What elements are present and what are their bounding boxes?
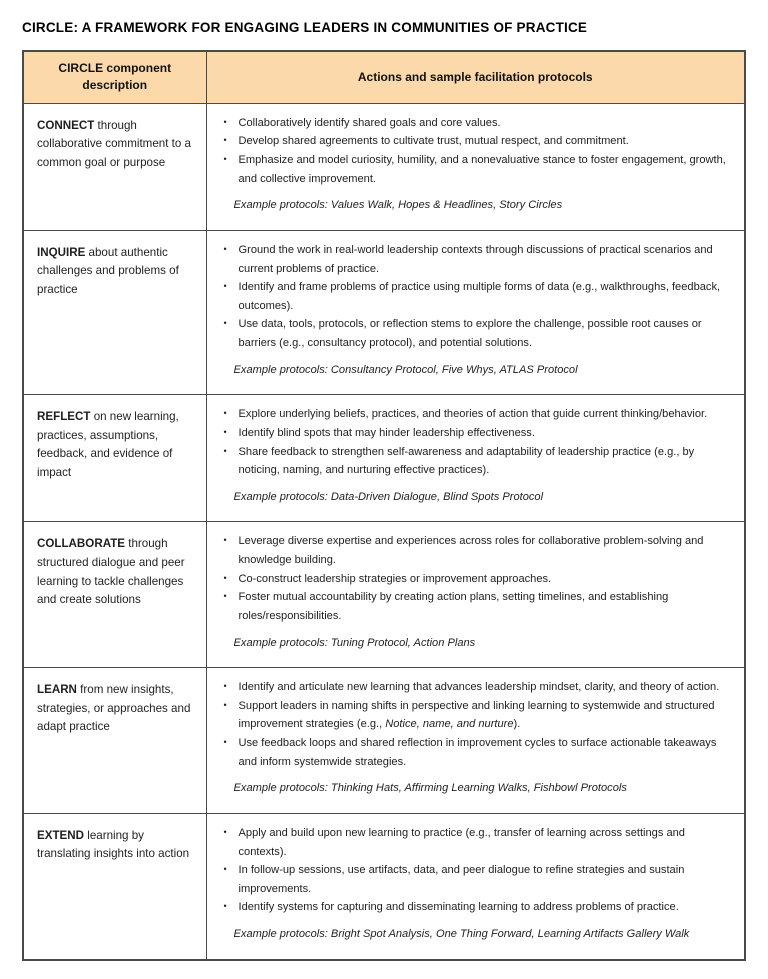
actions-list xyxy=(219,824,735,917)
action-item xyxy=(219,405,735,424)
actions-cell xyxy=(206,230,745,394)
text-segment: Use data, tools, protocols, or reflection stems to explore the challenge, possible root causes or barriers (e.g., consultancy protocol), and potential solutions. xyxy=(238,318,702,350)
text-segment: on new learning, practices, assumptions, feedback, and evidence of impact xyxy=(37,410,179,479)
text-segment: Identify systems for capturing and disseminating learning to address problems of practice. xyxy=(238,901,679,914)
text-segment: Apply and build upon new learning to practice (e.g., transfer of learning across settings and contexts). xyxy=(238,826,685,858)
header-component-column: CIRCLE component description xyxy=(23,51,206,103)
component-cell xyxy=(23,813,206,959)
component-cell xyxy=(23,522,206,668)
example-protocols: Example protocols: Tuning Protocol, Action Plans xyxy=(233,636,476,649)
text-segment: Collaboratively identify shared goals and core values. xyxy=(238,116,501,129)
component-cell xyxy=(23,230,206,394)
action-item xyxy=(219,424,735,443)
actions-list xyxy=(219,678,735,771)
table-row xyxy=(23,230,745,394)
text-segment: through collaborative commitment to a common goal or purpose xyxy=(37,118,192,169)
example-protocols: Example protocols: Thinking Hats, Affirming Learning Walks, Fishbowl Protocols xyxy=(233,782,627,795)
example-protocols: Example protocols: Bright Spot Analysis, One Thing Forward, Learning Artifacts Gallery Walk xyxy=(233,928,690,941)
example-protocols: Example protocols: Data-Driven Dialogue, Blind Spots Protocol xyxy=(233,490,544,503)
component-keyword: INQUIRE xyxy=(37,245,86,259)
text-segment: Support leaders in naming shifts in perspective and linking learning to systemwide and structured improvement strategies (e.g., xyxy=(238,699,715,731)
text-segment: Develop shared agreements to cultivate trust, mutual respect, and commitment. xyxy=(238,135,629,148)
action-item xyxy=(219,241,735,278)
component-keyword: EXTEND xyxy=(37,828,85,842)
action-item xyxy=(219,570,735,589)
component-keyword: CONNECT xyxy=(37,118,95,132)
text-segment: Foster mutual accountability by creating action plans, setting timelines, and establishing roles/responsibilities. xyxy=(238,591,669,622)
example-protocols: Example protocols: Consultancy Protocol, Five Whys, ATLAS Protocol xyxy=(233,363,578,376)
action-item xyxy=(219,678,735,697)
text-segment: Identify and frame problems of practice using multiple forms of data (e.g., walkthroughs, feedback, outcomes). xyxy=(238,281,721,312)
actions-list xyxy=(219,532,735,625)
component-keyword: REFLECT xyxy=(37,410,91,424)
text-segment: Identify and articulate new learning that advances leadership mindset, clarity, and theory of action. xyxy=(238,681,720,694)
action-item xyxy=(219,114,735,133)
text-segment: learning by translating insights into action xyxy=(37,828,190,861)
actions-cell xyxy=(206,103,745,230)
text-segment: from new insights, strategies, or approaches and adapt practice xyxy=(37,683,191,734)
text-segment: Share feedback to strengthen self-awareness and adaptability of leadership practice (e.g., by noticing, naming, and nurturing effective practices). xyxy=(238,445,695,477)
component-cell xyxy=(23,395,206,522)
actions-cell xyxy=(206,395,745,522)
actions-list xyxy=(219,241,735,353)
table-row xyxy=(23,395,745,522)
actions-cell xyxy=(206,522,745,668)
page-title: CIRCLE: A FRAMEWORK FOR ENGAGING LEADERS IN COMMUNITIES OF PRACTICE xyxy=(22,20,588,35)
table-row xyxy=(23,668,745,814)
action-item xyxy=(219,443,735,480)
component-cell xyxy=(23,668,206,814)
text-segment: through structured dialogue and peer learning to tackle challenges and create solutions xyxy=(37,537,185,607)
header-row xyxy=(23,51,745,103)
action-item xyxy=(219,861,735,898)
component-cell xyxy=(23,103,206,230)
text-segment: Emphasize and model curiosity, humility, and a nonevaluative stance to foster engagement, growth, and collective improvement. xyxy=(238,154,726,185)
text-segment: Leverage diverse expertise and experiences across roles for collaborative problem-solving and knowledge building. xyxy=(238,535,704,567)
action-item xyxy=(219,315,735,352)
action-item xyxy=(219,532,735,569)
action-item xyxy=(219,588,735,625)
text-segment: ). xyxy=(513,718,521,731)
text-segment: Notice, name, and nurture xyxy=(385,718,514,731)
example-protocols: Example protocols: Values Walk, Hopes & Headlines, Story Circles xyxy=(233,199,563,212)
action-item xyxy=(219,898,735,917)
header-actions-column: Actions and sample facilitation protocols xyxy=(206,51,745,103)
action-item xyxy=(219,824,735,861)
component-keyword: COLLABORATE xyxy=(37,537,126,551)
action-item xyxy=(219,278,735,315)
action-item xyxy=(219,132,735,151)
table-row xyxy=(23,103,745,230)
text-segment: Use feedback loops and shared reflection in improvement cycles to surface actionable takeaways and inform systemwide strategies. xyxy=(238,737,717,768)
component-keyword: LEARN xyxy=(37,683,77,697)
text-segment: about authentic challenges and problems of practice xyxy=(37,245,179,296)
actions-cell xyxy=(206,668,745,814)
text-segment: Identify blind spots that may hinder leadership effectiveness. xyxy=(238,426,535,439)
table-row xyxy=(23,813,745,959)
actions-cell xyxy=(206,813,745,959)
actions-list xyxy=(219,114,735,189)
framework-table xyxy=(22,50,746,961)
text-segment: In follow-up sessions, use artifacts, data, and peer dialogue to refine strategies and sustain improvements. xyxy=(238,864,685,895)
action-item xyxy=(219,151,735,188)
framework-table-body xyxy=(23,103,745,959)
actions-list xyxy=(219,405,735,480)
table-row xyxy=(23,522,745,668)
action-item xyxy=(219,734,735,771)
action-item xyxy=(219,697,735,734)
text-segment: Co-construct leadership strategies or improvement approaches. xyxy=(238,572,552,585)
text-segment: Ground the work in real-world leadership contexts through discussions of practical scenarios and current problems of practice. xyxy=(238,243,713,275)
text-segment: Explore underlying beliefs, practices, and theories of action that guide current thinking/behavior. xyxy=(238,408,708,421)
